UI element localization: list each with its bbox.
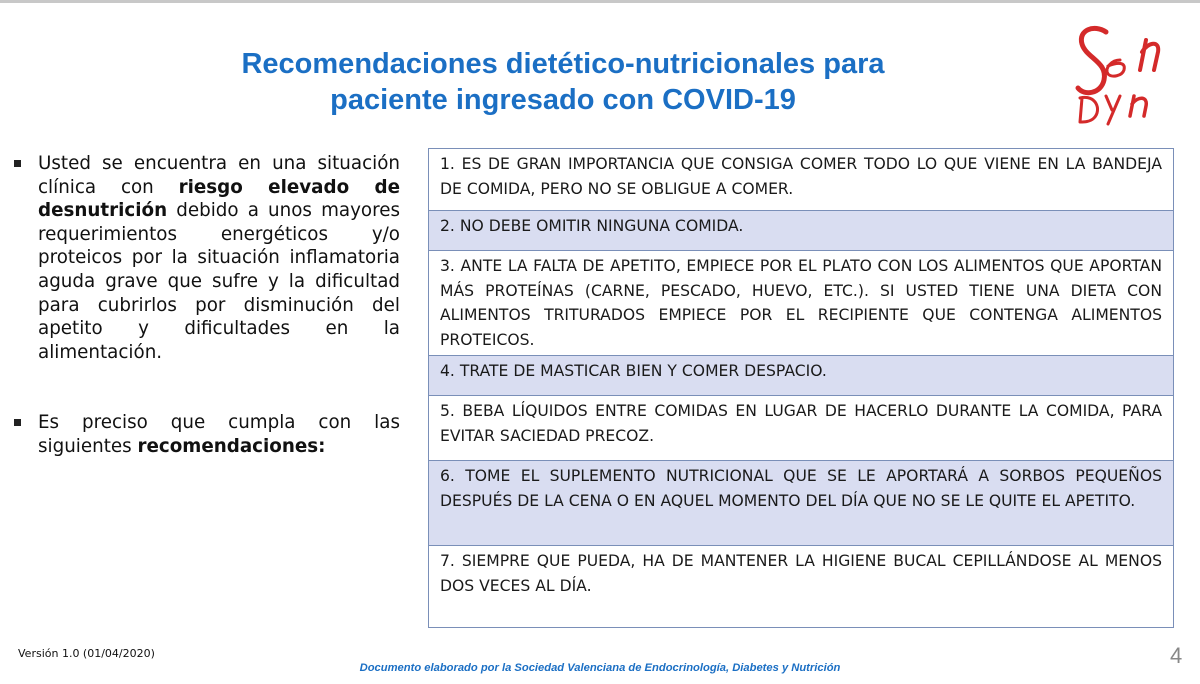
intro-bullets [14, 152, 400, 459]
intro-bullet-situation [14, 152, 400, 364]
title-line-1: Recomendaciones dietético-nutricionales para [241, 48, 885, 80]
recommendation-row: 4. TRATE DE MASTICAR BIEN Y COMER DESPACIO. [429, 355, 1173, 395]
bullet-emphasis: riesgo elevado de desnutrición [38, 176, 400, 222]
square-bullet-icon [14, 160, 21, 167]
top-divider [0, 0, 1200, 3]
recommendation-row: 5. BEBA LÍQUIDOS ENTRE COMIDAS EN LUGAR DE HACERLO DURANTE LA COMIDA, PARA EVITAR SACIEDAD PRECOZ. [429, 395, 1173, 460]
bullet-emphasis: recomendaciones: [137, 435, 326, 457]
version-label: Versión 1.0 (01/04/2020) [18, 647, 155, 660]
recommendation-row: 7. SIEMPRE QUE PUEDA, HA DE MANTENER LA HIGIENE BUCAL CEPILLÁNDOSE AL MENOS DOS VECES AL DÍA. [429, 545, 1173, 627]
seen-logo [1068, 18, 1186, 126]
recommendations-table [428, 148, 1174, 628]
recommendation-row: 6. TOME EL SUPLEMENTO NUTRICIONAL QUE SE LE APORTARÁ A SORBOS PEQUEÑOS DESPUÉS DE LA CENA O EN AQUEL MOMENTO DEL DÍA QUE NO SE LE QUITE EL APETITO. [429, 460, 1173, 545]
page-title [150, 46, 976, 118]
page-number: 4 [1170, 643, 1183, 668]
source-footer: Documento elaborado por la Sociedad Valenciana de Endocrinología, Diabetes y Nutrición [359, 662, 841, 674]
recommendation-row: 1. ES DE GRAN IMPORTANCIA QUE CONSIGA COMER TODO LO QUE VIENE EN LA BANDEJA DE COMIDA, PERO NO SE OBLIGUE A COMER. [440, 155, 1162, 198]
bullet-text: debido a unos mayores requerimientos energéticos y/o proteicos por la situación inflamatoria aguda grave que sufre y la dificultad para cubrirlos por disminución del apetito y dificultades en la alimentación. [38, 200, 400, 363]
seen-logo-icon [1068, 18, 1186, 126]
intro-bullet-recommendations [14, 411, 400, 458]
square-bullet-icon [14, 419, 21, 426]
bullet-text: Usted se encuentra en una situación clínica con [38, 153, 400, 198]
title-line-2: paciente ingresado con COVID-19 [330, 84, 796, 116]
recommendation-row: 3. ANTE LA FALTA DE APETITO, EMPIECE POR EL PLATO CON LOS ALIMENTOS QUE APORTAN MÁS PROTEÍNAS (CARNE, PESCADO, HUEVO, ETC.). SI USTED TIENE UNA DIETA CON ALIMENTOS TRITURADOS EMPIECE POR EL RECIPIENTE QUE CONTENGA ALIMENTOS PROTEICOS. [429, 250, 1173, 355]
bullet-text: Es preciso que cumpla con las siguientes [38, 412, 400, 457]
recommendation-row: 2. NO DEBE OMITIR NINGUNA COMIDA. [429, 210, 1173, 250]
